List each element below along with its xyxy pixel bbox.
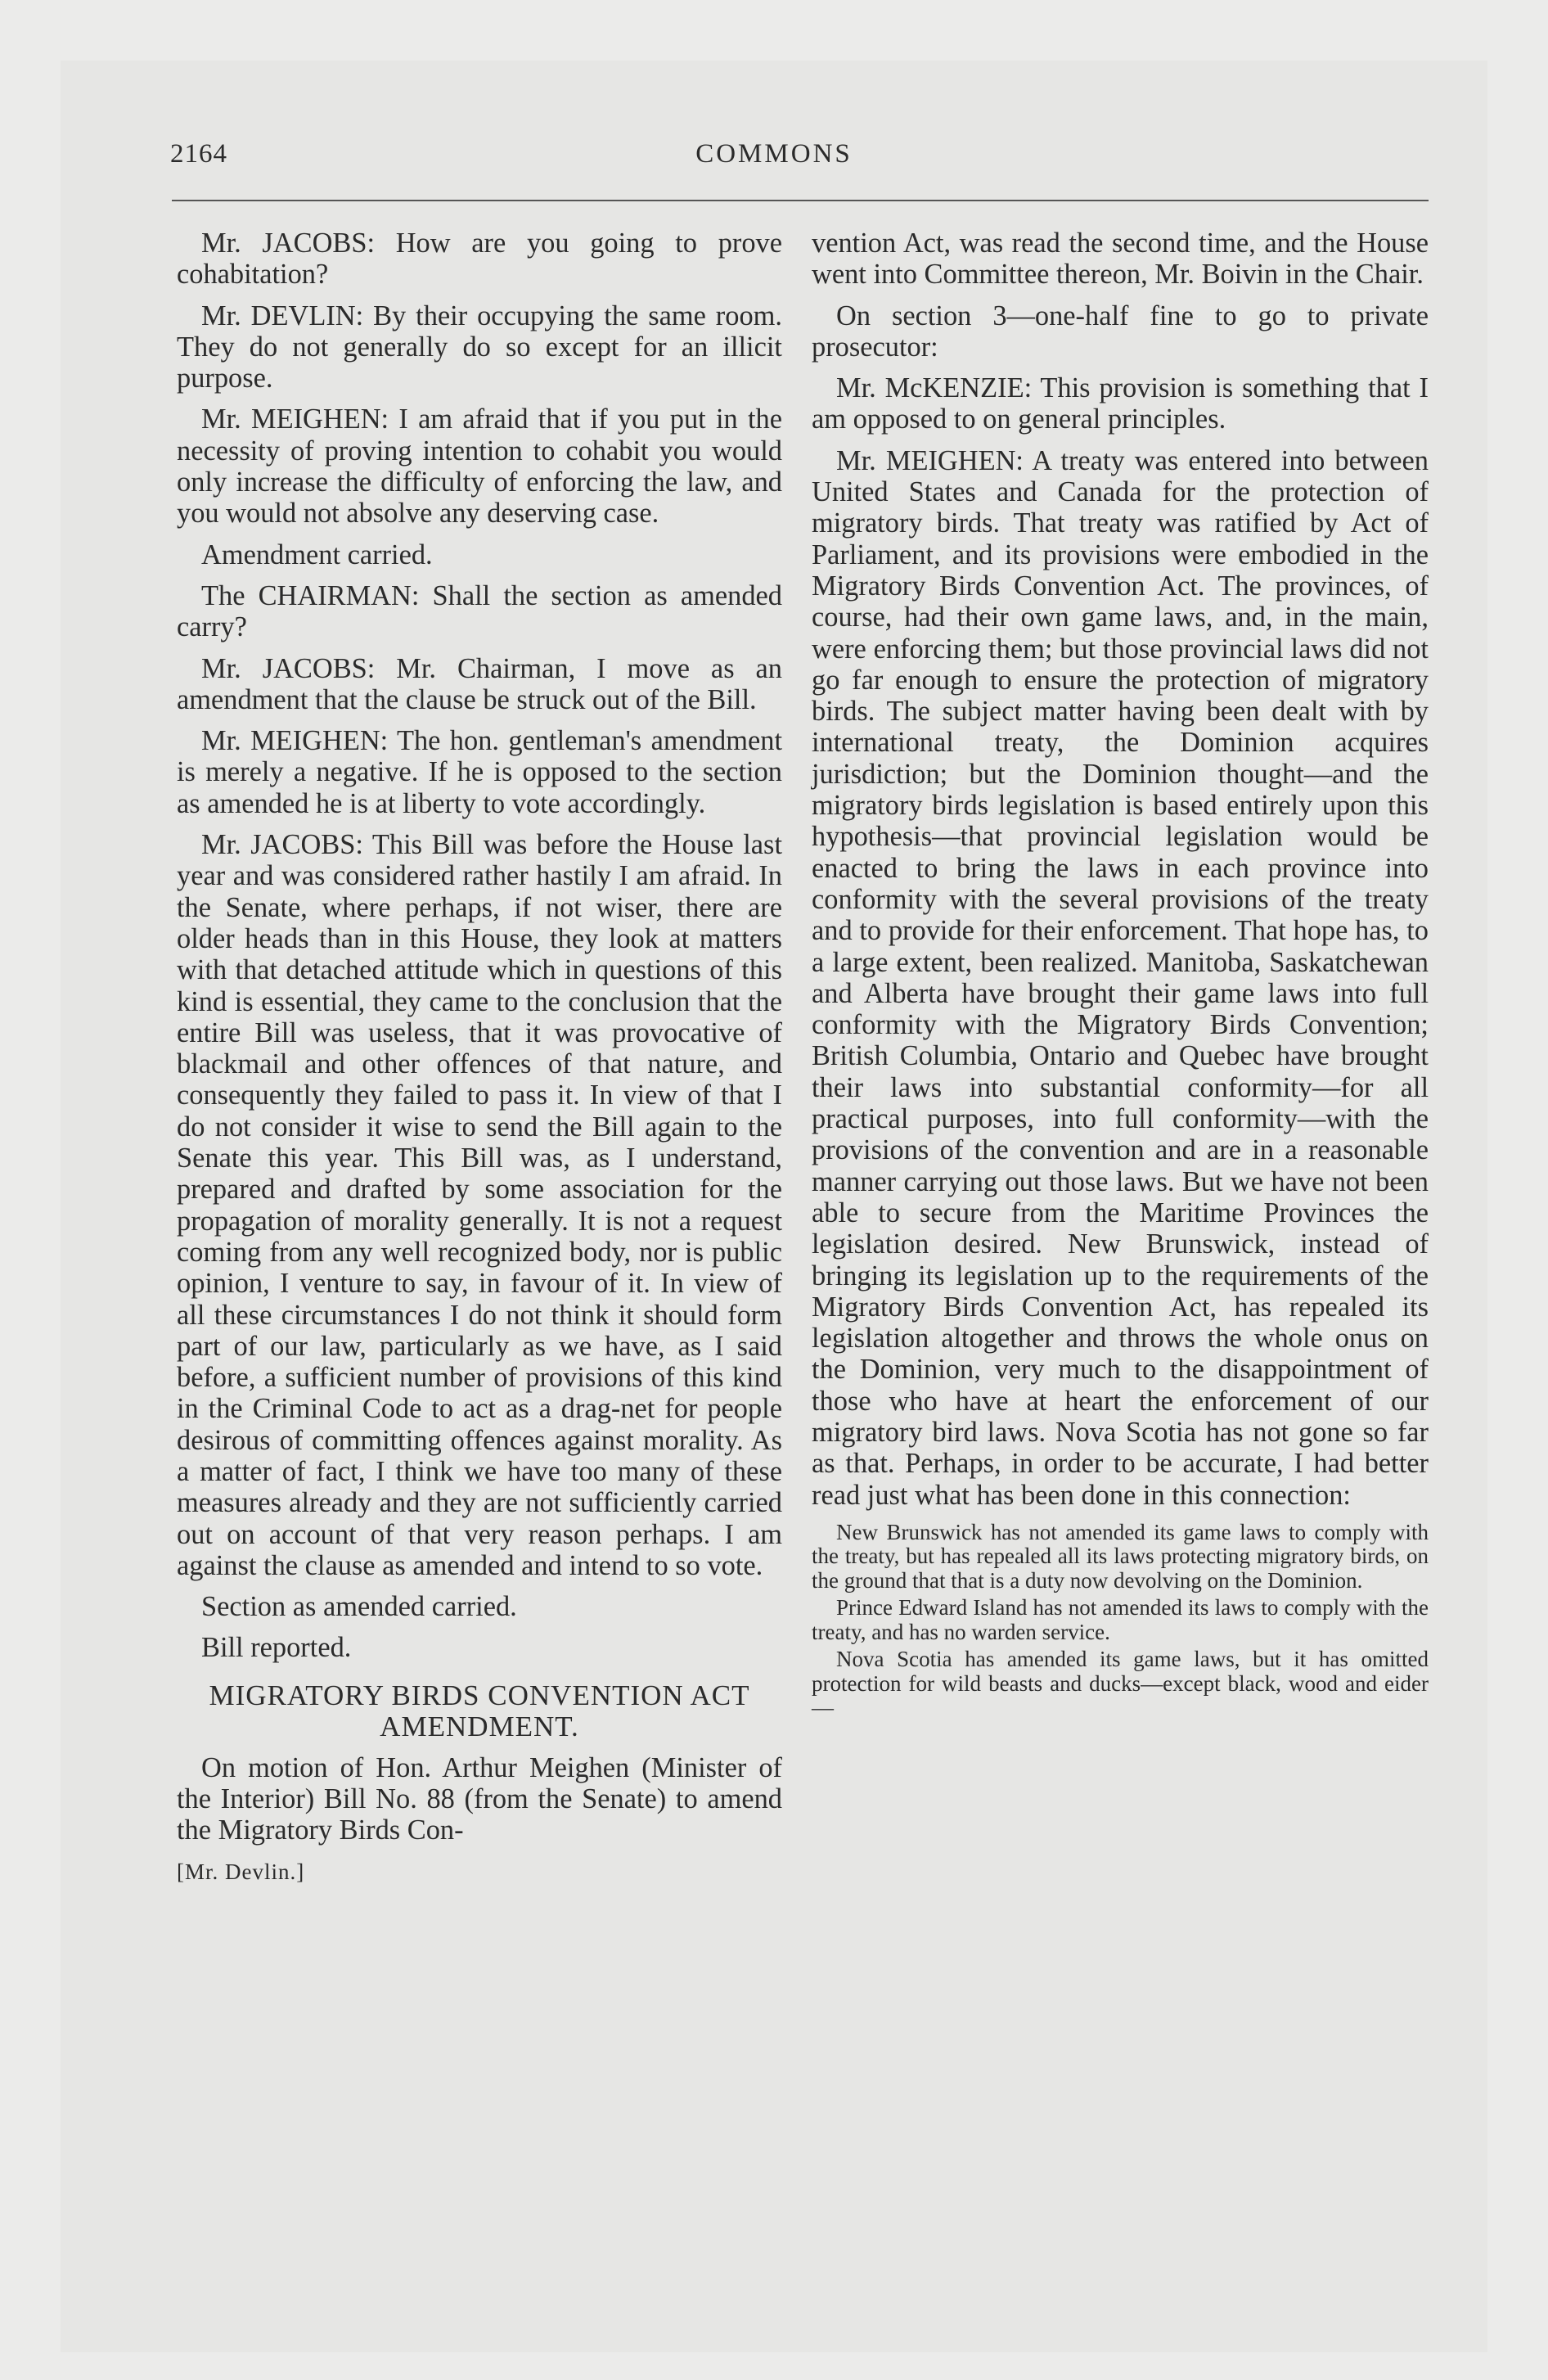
paragraph: Mr. JACOBS: How are you going to prove cohabitation?	[177, 228, 782, 291]
quoted-paragraph: Nova Scotia has amended its game laws, but it has omitted protection for wild beasts and ducks—except black, wood and eider—	[812, 1647, 1429, 1720]
section-heading: MIGRATORY BIRDS CONVENTION ACT AMENDMENT.	[209, 1679, 750, 1742]
paragraph: Mr. MEIGHEN: I am afraid that if you put in the necessity of proving intention to cohabit you would only increase the difficulty of enforcing the law, and you would not absolve any deserving case.	[177, 403, 782, 530]
running-head: COMMONS	[695, 139, 853, 169]
paragraph: The CHAIRMAN: Shall the section as amended carry?	[177, 579, 782, 643]
quoted-paragraph: Prince Edward Island has not amended its laws to comply with the treaty, and has no warden service.	[812, 1595, 1429, 1644]
paragraph: Mr. JACOBS: This Bill was before the House last year and was considered rather hastily I am afraid. In the Senate, where perhaps, if not wiser, there are older heads than in this House, they look at matters with that detached attitude which in questions of this kind is essential, they came to the conclusion that the entire Bill was useless, that it was provocative of blackmail and other offences of that nature, and consequently they failed to pass it. In view of that I do not consider it wise to send the Bill again to the Senate this year. This Bill was, as I understand, prepared and drafted by some association for the propagation of morality generally. It is not a request coming from any well recognized body, nor is public opinion, I venture to say, in favour of it. In view of all these circumstances I do not think it should form part of our law, particularly as we have, as I said before, a sufficient number of provisions of this kind in the Criminal Code to act as a drag-net for people desirous of committing offences against morality. As a matter of fact, I think we have too many of these measures already and they are not sufficiently carried out on account of that very reason perhaps. I am against the clause as amended and intend to so vote.	[177, 829, 782, 1581]
paragraph: Mr. JACOBS: Mr. Chairman, I move as an amendment that the clause be struck out of the Bill.	[177, 652, 782, 715]
header-rule	[172, 200, 1429, 201]
paragraph: Section as amended carried.	[201, 1591, 517, 1623]
paragraph: Bill reported.	[201, 1632, 352, 1664]
quoted-excerpt	[812, 1521, 1429, 1720]
paragraph: On section 3—one-half fine to go to private prosecutor:	[812, 300, 1429, 363]
page-number: 2164	[170, 139, 227, 169]
paragraph: Mr. MEIGHEN: A treaty was entered into between United States and Canada for the protection of migratory birds. That treaty was ratified by Act of Parliament, and its provisions were embodied in the Migratory Birds Convention Act. The provinces, of course, had their own game laws, and, in the main, were enforcing them; but those provincial laws did not go far enough to ensure the protection of migratory birds. The subject matter having been dealt with by international treaty, the Dominion acquires jurisdiction; but the Dominion thought—and the migratory birds legislation is based entirely upon this hypothesis—that provincial legislation would be enacted to bring the laws in each province into conformity with the several provisions of the treaty and to provide for their enforcement. That hope has, to a large extent, been realized. Manitoba, Saskatchewan and Alberta have brought their game laws into full conformity with the Migratory Birds Convention; British Columbia, Ontario and Quebec have brought their laws into substantial conformity—for all practical purposes, into full conformity—with the provisions of the convention and are in a reasonable manner carrying out those laws. But we have not been able to secure from the Maritime Provinces the legislation desired. New Brunswick, instead of bringing its legislation up to the requirements of the Migratory Birds Convention Act, has repealed its legislation altogether and throws the whole onus on the Dominion, very much to the disappointment of those who have at heart the enforcement of our migratory bird laws. Nova Scotia has not gone so far as that. Perhaps, in order to be accurate, I had better read just what has been done in this connection:	[812, 444, 1429, 1511]
paragraph: Mr. DEVLIN: By their occupying the same room. They do not generally do so except for an illicit purpose.	[177, 300, 782, 394]
left-column	[177, 228, 782, 1887]
paragraph: Amendment carried.	[201, 539, 433, 570]
right-column	[812, 228, 1429, 1724]
page-header	[0, 139, 1548, 188]
paragraph: Mr. McKENZIE: This provision is something that I am opposed to on general principles.	[812, 372, 1429, 435]
quoted-paragraph: New Brunswick has not amended its game laws to comply with the treaty, but has repealed all its laws protecting migratory birds, on the ground that that is a duty now devolving on the Dominion.	[812, 1519, 1429, 1593]
page-footnote: [Mr. Devlin.]	[177, 1859, 305, 1884]
paragraph: Mr. MEIGHEN: The hon. gentleman's amendment is merely a negative. If he is opposed to the section as amended he is at liberty to vote accordingly.	[177, 725, 782, 819]
paragraph: On motion of Hon. Arthur Meighen (Minister of the Interior) Bill No. 88 (from the Senate) to amend the Migratory Birds Con-	[177, 1751, 782, 1846]
paragraph: vention Act, was read the second time, and the House went into Committee thereon, Mr. Boivin in the Chair.	[812, 228, 1429, 291]
